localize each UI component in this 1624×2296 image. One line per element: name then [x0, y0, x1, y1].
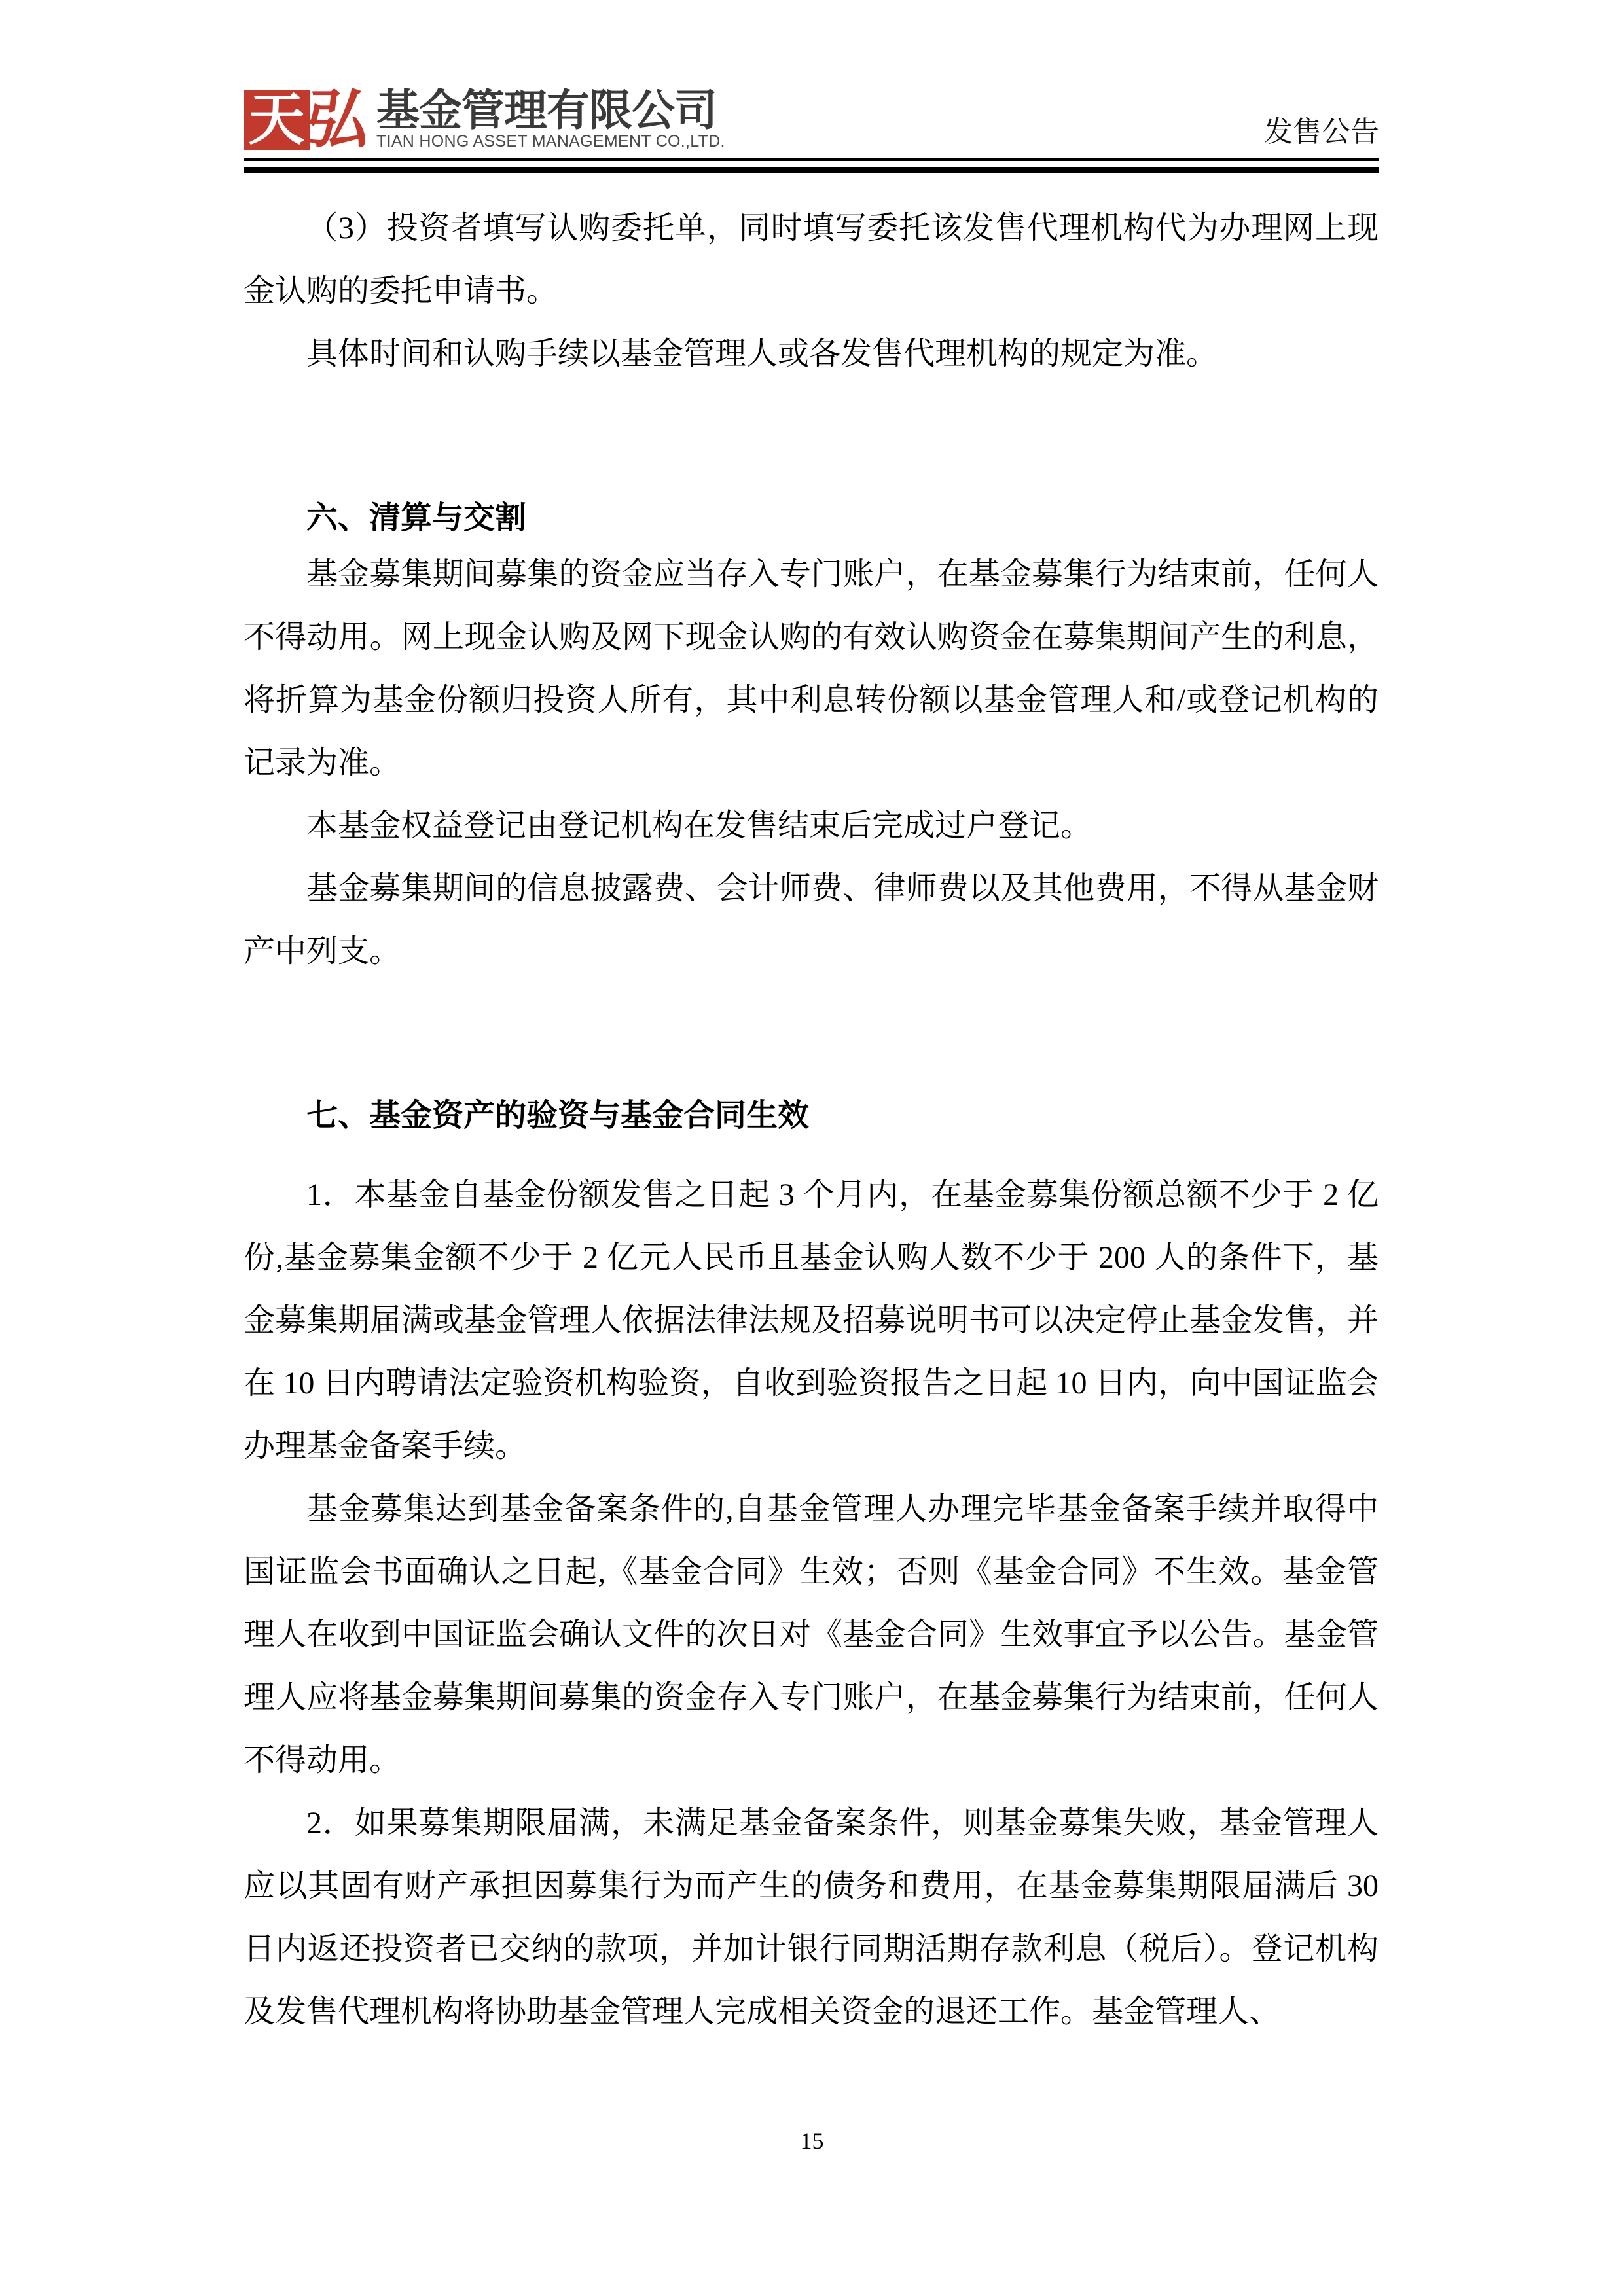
company-logo: [244, 84, 725, 155]
logo-company-name-en: TIAN HONG ASSET MANAGEMENT CO.,LTD.: [376, 132, 725, 151]
logo-company-name-cn: 基金管理有限公司: [376, 86, 717, 134]
page-number: 15: [800, 2128, 824, 2154]
paragraph-sec6-1: 基金募集期间募集的资金应当存入专门账户，在基金募集行为结束前，任何人不得动用。网上现金认购及网下现金认购的有效认购资金在募集期间产生的利息，将折算为基金份额归投资人所有，其中利息转份额以基金管理人和/或登记机构的记录为准。: [244, 557, 1379, 780]
paragraph-intro-1: （3）投资者填写认购委托单，同时填写委托该发售代理机构代为办理网上现金认购的委托申请书。: [244, 211, 1379, 308]
document-body: [244, 197, 1379, 2043]
section-heading-6: 六、清算与交割: [306, 501, 527, 535]
paragraph-sec7-2: 基金募集达到基金备案条件的,自基金管理人办理完毕基金备案手续并取得中国证监会书面确认之日起,《基金合同》生效；否则《基金合同》不生效。基金管理人在收到中国证监会确认文件的次日对《基金合同》生效事宜予以公告。基金管理人应将基金募集期间募集的资金存入专门账户，在基金募集行为结束前，任何人不得动用。: [244, 1492, 1379, 1778]
logo-names: [376, 88, 725, 150]
header-row: [244, 84, 1379, 155]
paragraph-sec7-3: 2．如果募集期限届满，未满足基金备案条件，则基金募集失败，基金管理人应以其固有财产承担因募集行为而产生的债务和费用，在基金募集期限届满后 30 日内返还投资者已交纳的款项，并加计银行同期活期存款利息（税后）。登记机构及发售代理机构将协助基金管理人完成相关资金的退还工作。基金管理人、: [244, 1806, 1379, 2029]
paragraph-sec6-2: 本基金权益登记由登记机构在发售结束后完成过户登记。: [306, 808, 1092, 843]
section-heading-7: 七、基金资产的验资与基金合同生效: [306, 1098, 810, 1133]
page-header: [244, 84, 1379, 173]
logo-tian-mark: 天: [244, 90, 310, 150]
paragraph-intro-2: 具体时间和认购手续以基金管理人或各发售代理机构的规定为准。: [306, 336, 1218, 371]
header-rule-thick: [244, 167, 1379, 173]
paragraph-sec6-3: 基金募集期间的信息披露费、会计师费、律师费以及其他费用，不得从基金财产中列支。: [244, 871, 1379, 969]
logo-hong-mark: 弘: [302, 84, 374, 155]
header-rule-thin: [244, 158, 1379, 161]
doc-type-label: 发售公告: [1264, 116, 1379, 148]
paragraph-sec7-1: 1．本基金自基金份额发售之日起 3 个月内，在基金募集份额总额不少于 2 亿份,基金募集金额不少于 2 亿元人民币且基金认购人数不少于 200 人的条件下，基金募集期届满或基金管理人依据法律法规及招募说明书可以决定停止基金发售，并在 10 日内聘请法定验资机构验资，自收到验资报告之日起 10 日内，向中国证监会办理基金备案手续。: [244, 1177, 1379, 1463]
